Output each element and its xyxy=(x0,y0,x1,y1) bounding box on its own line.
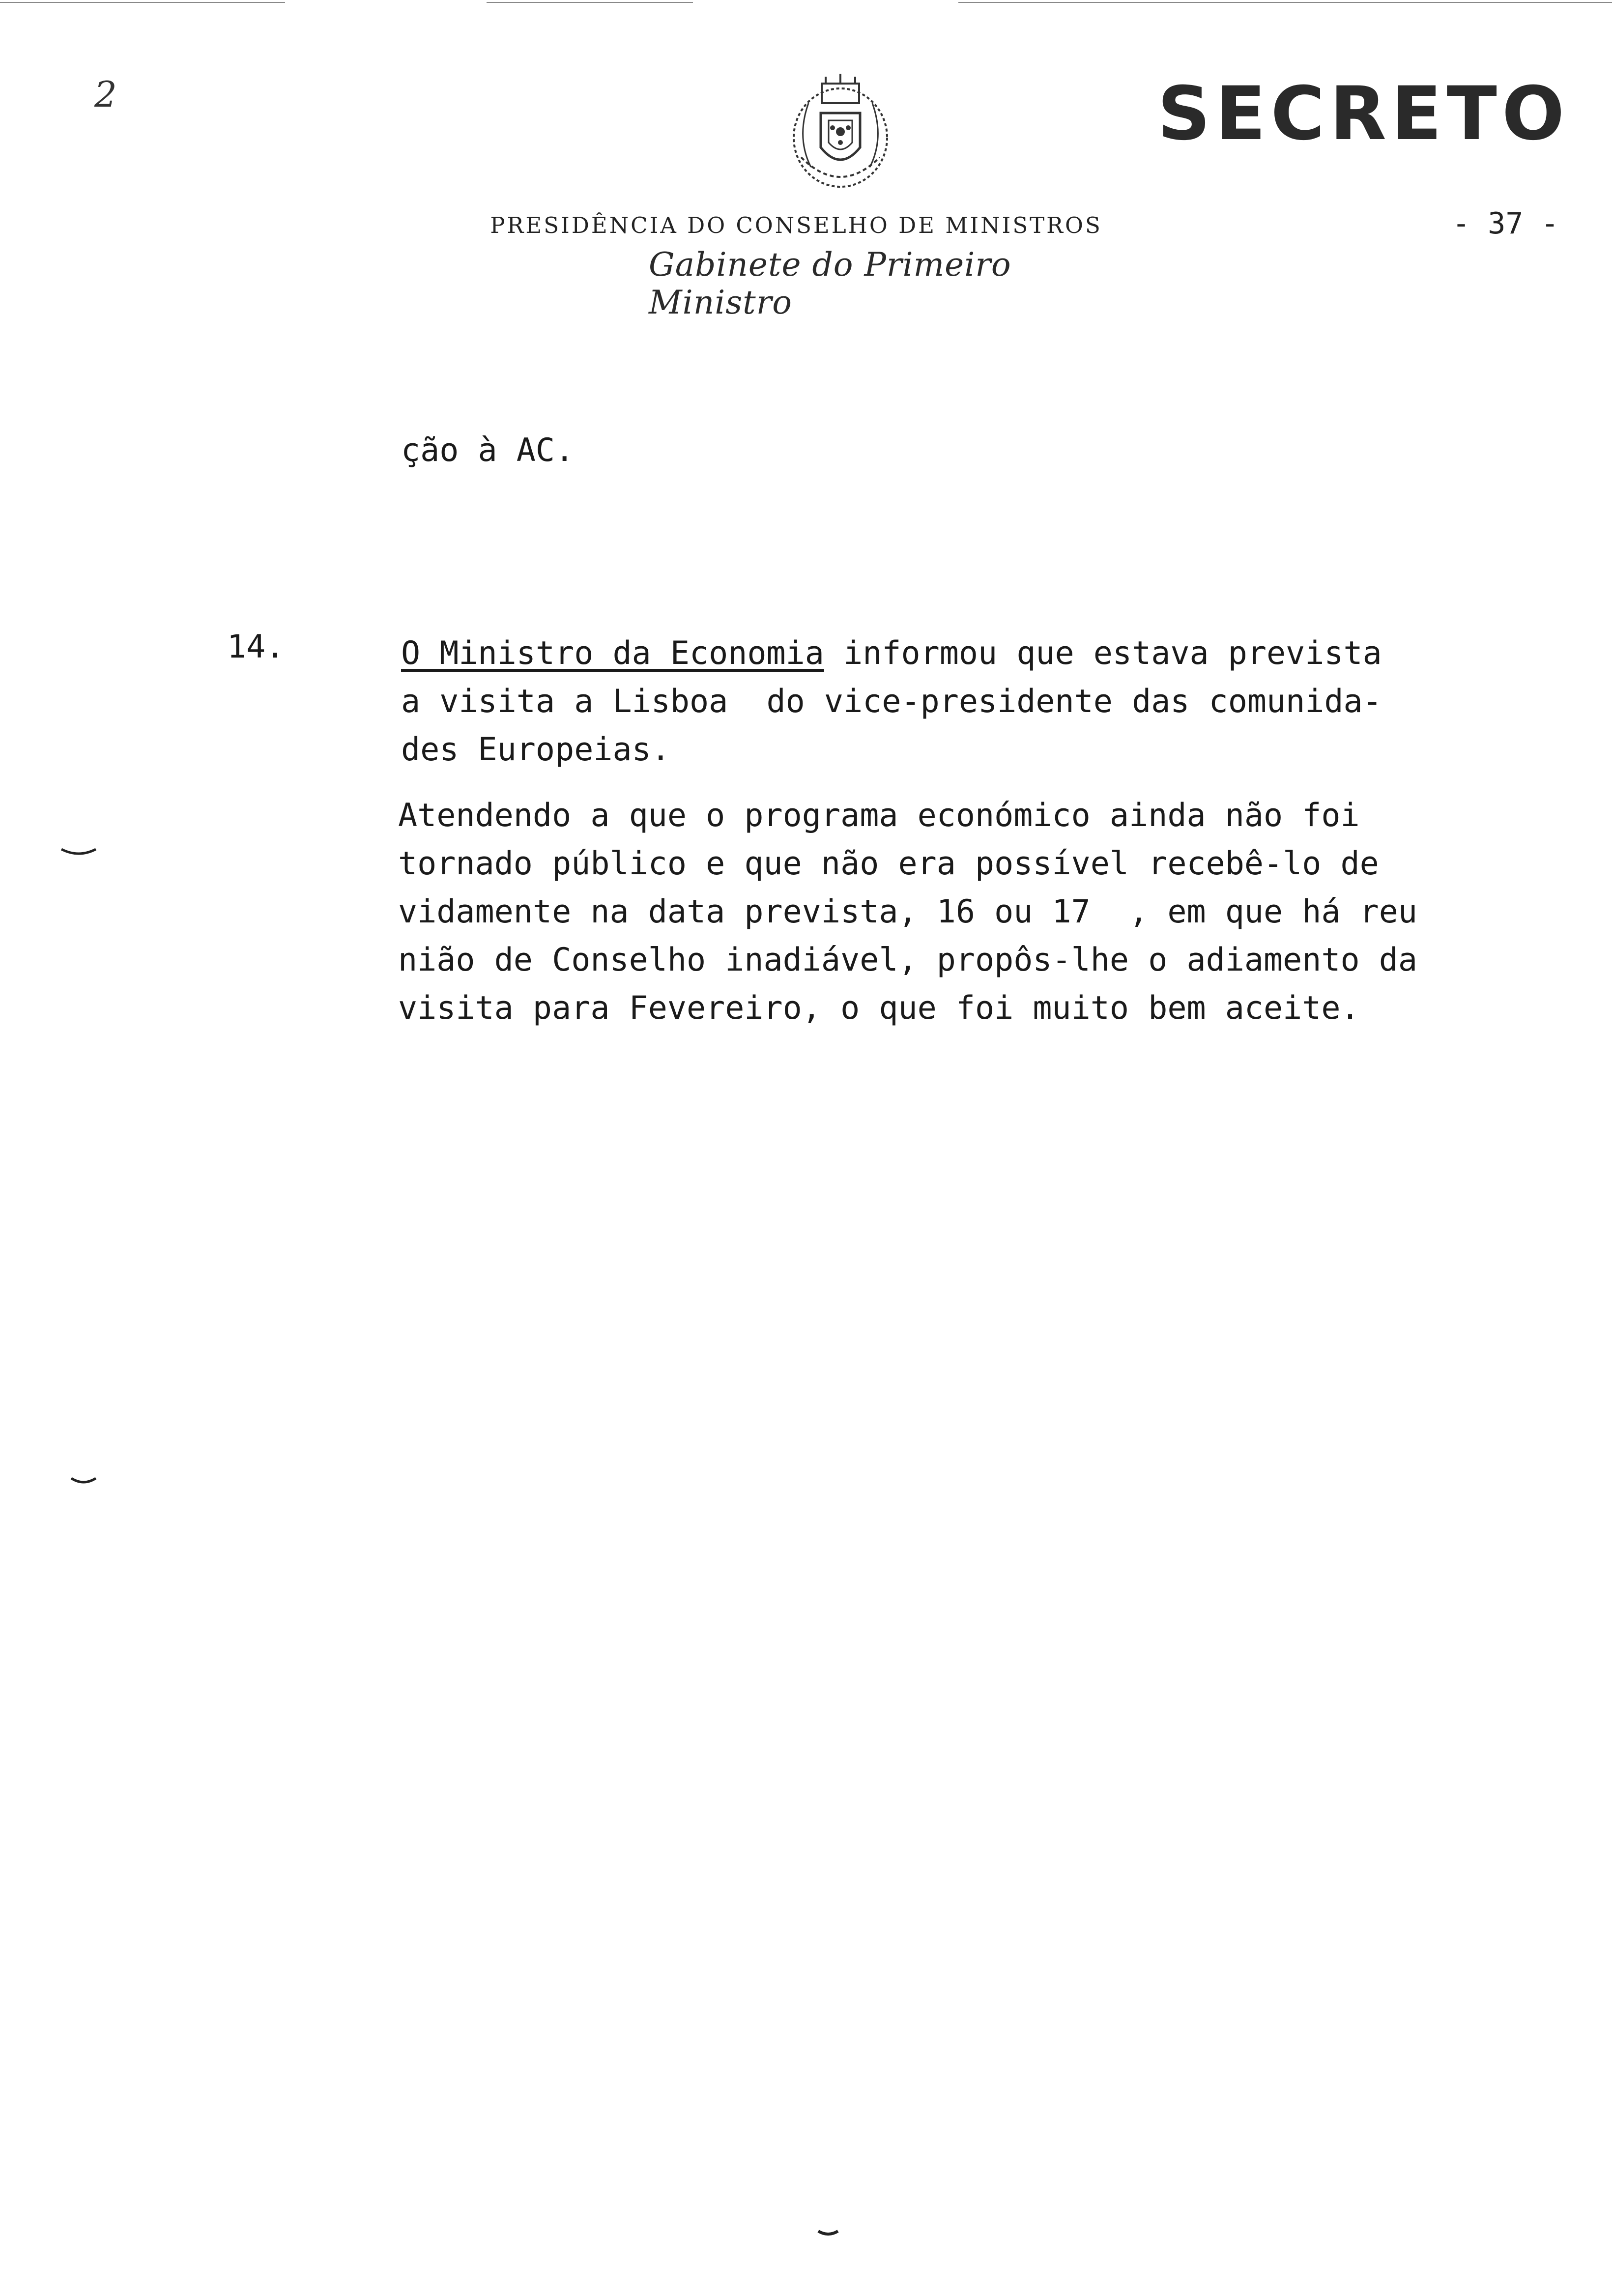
margin-mark: 2 xyxy=(94,74,117,115)
margin-tick-mark xyxy=(69,1474,98,1489)
paragraph-2-line-2: tornado público e que não era possível recebê-lo de xyxy=(398,845,1379,882)
coat-of-arms-emblem xyxy=(781,74,899,197)
paragraph-1-line-1: informou que estava prevista xyxy=(824,635,1382,672)
continuation-text: ção à AC. xyxy=(401,432,575,469)
paragraph-1-line-2: a visita a Lisboa do vice-presidente das comunida- xyxy=(401,683,1382,720)
organization-header xyxy=(0,212,1612,238)
paragraph-2-line-5: visita para Fevereiro, o que foi muito bem aceite. xyxy=(398,990,1360,1027)
paragraph-2 xyxy=(398,792,1417,1033)
secret-stamp: SECRETO xyxy=(1157,71,1570,157)
paragraph-2-line-1: Atendendo a que o programa económico ainda não foi xyxy=(398,797,1360,834)
paragraph-1-line-3: des Europeias. xyxy=(401,731,670,768)
item-number: 14. xyxy=(227,629,285,665)
paragraph-2-line-3: vidamente na data prevista, 16 ou 17 , em que há reu xyxy=(398,893,1418,930)
organization-name: PRESIDÊNCIA DO CONSELHO DE MINISTROS xyxy=(490,212,1102,238)
margin-tick-mark xyxy=(59,845,98,860)
page-number: - 37 - xyxy=(1452,206,1559,241)
scan-dust-mark xyxy=(816,2226,840,2241)
subject-underlined: O Ministro da Economia xyxy=(401,635,824,672)
top-edge-line xyxy=(487,2,693,3)
top-edge-line xyxy=(958,2,1612,3)
top-edge-line xyxy=(0,2,285,3)
paragraph-1 xyxy=(401,630,1382,774)
paragraph-2-line-4: nião de Conselho inadiável, propôs-lhe o adiamento da xyxy=(398,942,1418,978)
office-subtitle: Gabinete do Primeiro Ministro xyxy=(649,246,1011,321)
